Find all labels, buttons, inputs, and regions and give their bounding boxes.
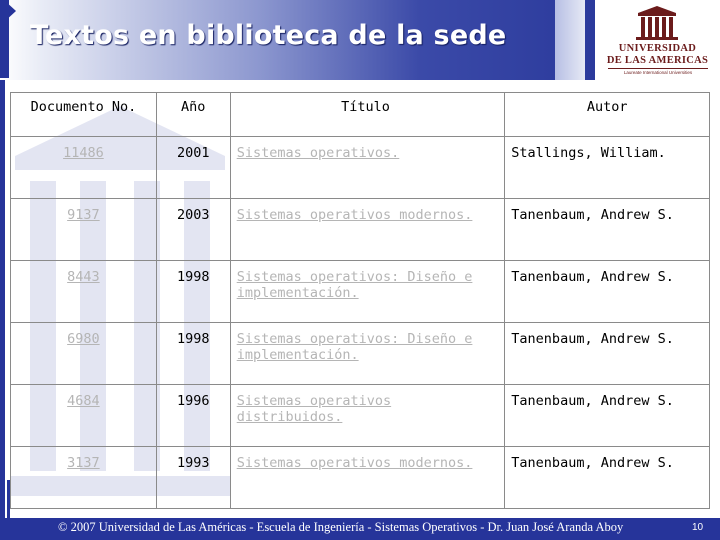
- year-cell: 1993: [156, 447, 230, 509]
- table-row: [11, 385, 710, 447]
- logo-tagline: Laureate International Universities: [608, 68, 708, 76]
- logo-text-line1: UNIVERSIDAD: [618, 43, 697, 54]
- author-cell: Tanenbaum, Andrew S.: [505, 261, 710, 323]
- author-cell: Tanenbaum, Andrew S.: [505, 385, 710, 447]
- page-title: Textos en biblioteca de la sede: [30, 20, 507, 51]
- title-link[interactable]: Sistemas operativos: Diseño e implementación.: [236, 331, 473, 363]
- column-header-title: Título: [230, 93, 505, 137]
- footer-copyright: © 2007 Universidad de Las Américas - Escuela de Ingeniería - Sistemas Operativos - Dr. Juan José Aranda Aboy: [58, 520, 624, 534]
- header-triangle-icon: [4, 0, 16, 22]
- library-books-table: [10, 92, 710, 509]
- table-row: [11, 323, 710, 385]
- page-number: 10: [692, 522, 704, 533]
- header-stripe: [555, 0, 585, 80]
- table-row: [11, 261, 710, 323]
- year-cell: 2003: [156, 199, 230, 261]
- author-cell: Stallings, William.: [505, 137, 710, 199]
- year-cell: 1996: [156, 385, 230, 447]
- year-cell: 1998: [156, 261, 230, 323]
- table-row: [11, 199, 710, 261]
- logo-text-line2: DE LAS AMERICAS: [606, 55, 709, 66]
- left-accent-bar: [0, 80, 5, 520]
- title-link[interactable]: Sistemas operativos modernos.: [236, 207, 473, 223]
- column-header-year: Año: [156, 93, 230, 137]
- title-link[interactable]: Sistemas operativos distribuidos.: [236, 393, 392, 425]
- year-cell: 1998: [156, 323, 230, 385]
- title-link[interactable]: Sistemas operativos.: [236, 145, 400, 161]
- author-cell: Tanenbaum, Andrew S.: [505, 323, 710, 385]
- year-cell: 2001: [156, 137, 230, 199]
- document-link[interactable]: 6980: [67, 331, 100, 347]
- column-header-author: Autor: [505, 93, 710, 137]
- document-link[interactable]: 4684: [67, 393, 100, 409]
- column-header-document: Documento No.: [11, 93, 157, 137]
- author-cell: Tanenbaum, Andrew S.: [505, 199, 710, 261]
- table-row: [11, 447, 710, 509]
- table-header-row: [11, 93, 710, 137]
- columns-icon: [600, 4, 715, 44]
- document-link[interactable]: 11486: [63, 145, 104, 161]
- document-link[interactable]: 3137: [67, 455, 100, 471]
- table-row: [11, 137, 710, 199]
- title-link[interactable]: Sistemas operativos modernos.: [236, 455, 473, 471]
- title-link[interactable]: Sistemas operativos: Diseño e implementación.: [236, 269, 473, 301]
- document-link[interactable]: 8443: [67, 269, 100, 285]
- university-logo: [600, 4, 715, 76]
- document-link[interactable]: 9137: [67, 207, 100, 223]
- author-cell: Tanenbaum, Andrew S.: [505, 447, 710, 509]
